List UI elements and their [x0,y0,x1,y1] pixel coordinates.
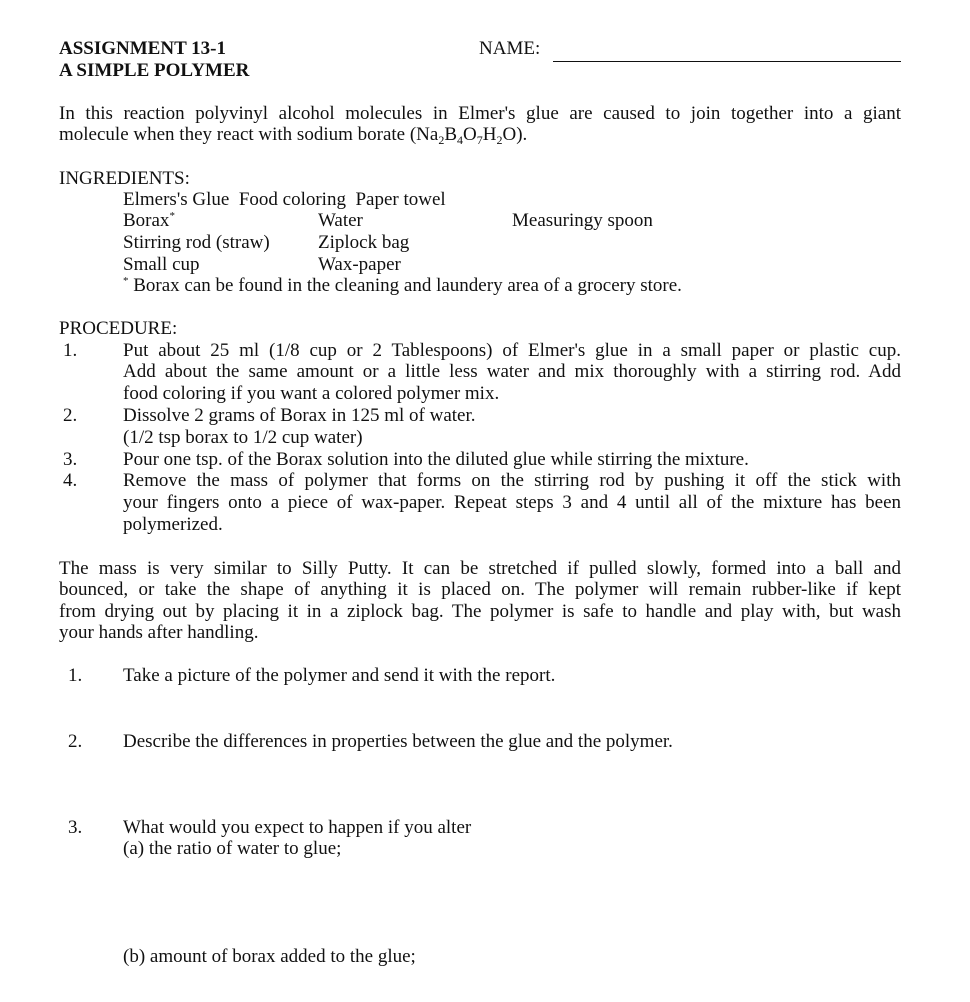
formula-h: H [482,124,497,145]
ingredient-borax [123,210,175,231]
description-line-1: The mass is very similar to Silly Putty. It can be stretched if pulled slowly, formed into a ball and [59,558,901,579]
step-2-line-1: Dissolve 2 grams of Borax in 125 ml of water. [123,405,476,426]
intro-line-2 [59,124,527,145]
formula-sub-o: 7 [476,133,483,147]
step-1-line-1: Put about 25 ml (1/8 cup or 2 Tablespoons) of Elmer's glue in a small paper or plastic cup. [123,340,901,361]
ingredient-stirring-rod: Stirring rod (straw) [123,232,270,253]
ingredient-borax-label: Borax [123,210,170,231]
question-3-part-b: (b) amount of borax added to the glue; [123,946,416,967]
step-4-line-2: your fingers onto a piece of wax-paper. Repeat steps 3 and 4 until all of the mixture has been [123,492,901,513]
step-2-line-2: (1/2 tsp borax to 1/2 cup water) [123,427,363,448]
step-1-line-2: Add about the same amount or a little less water and mix thoroughly with a stirring rod. Add [123,361,901,382]
step-4-line-1: Remove the mass of polymer that forms on the stirring rod by pushing it off the stick with [123,470,901,491]
assignment-number: ASSIGNMENT 13-1 [59,38,226,59]
footnote-text: Borax can be found in the cleaning and laundery area of a grocery store. [128,275,682,296]
borax-footnote [123,275,682,296]
ingredient-small-cup: Small cup [123,254,200,275]
ingredient-water: Water [318,210,363,231]
description-line-4: your hands after handling. [59,622,259,643]
formula-b: B [444,124,458,145]
question-number: 1. [68,665,83,686]
footnote-asterisk: * [123,275,129,287]
question-2-text: Describe the differences in properties between the glue and the polymer. [123,731,673,752]
step-1-line-3: food coloring if you want a colored polymer mix. [123,383,500,404]
question-3-part-a: (a) the ratio of water to glue; [123,838,342,859]
description-line-2: bounced, or take the shape of anything it is placed on. The polymer will remain rubber-like if kept [59,579,901,600]
ingredient-ziplock-bag: Ziplock bag [318,232,410,253]
description-line-3: from drying out by placing it in a ziplock bag. The polymer is safe to handle and play with, but wash [59,601,901,622]
intro-line-1: In this reaction polyvinyl alcohol molecules in Elmer's glue are caused to join together into a giant [59,103,901,124]
question-3-text: What would you expect to happen if you alter [123,817,472,838]
name-blank-line[interactable] [553,61,901,62]
formula-sub-na: 2 [438,133,445,147]
formula-sub-h: 2 [496,133,503,147]
step-number: 1. [63,340,78,361]
ingredients-heading: INGREDIENTS: [59,168,190,189]
formula-o: O [463,124,477,145]
intro-line-2-prefix: molecule when they react with sodium borate (Na [59,124,439,145]
step-number: 4. [63,470,78,491]
step-number: 3. [63,449,78,470]
question-1-text: Take a picture of the polymer and send it with the report. [123,665,556,686]
step-3-line-1: Pour one tsp. of the Borax solution into the diluted glue while stirring the mixture. [123,449,749,470]
assignment-title: A SIMPLE POLYMER [59,60,250,81]
intro-line-2-suffix: O). [502,124,528,145]
procedure-heading: PROCEDURE: [59,318,178,339]
question-number: 3. [68,817,83,838]
ingredient-measuring-spoon: Measuringy spoon [512,210,653,231]
step-number: 2. [63,405,78,426]
borax-asterisk: * [169,210,175,222]
name-label: NAME: [479,38,541,59]
question-number: 2. [68,731,83,752]
formula-sub-b: 4 [457,133,464,147]
step-4-line-3: polymerized. [123,514,223,535]
ingredients-row-1: Elmers's Glue Food coloring Paper towel [123,189,446,210]
ingredient-wax-paper: Wax-paper [318,254,401,275]
